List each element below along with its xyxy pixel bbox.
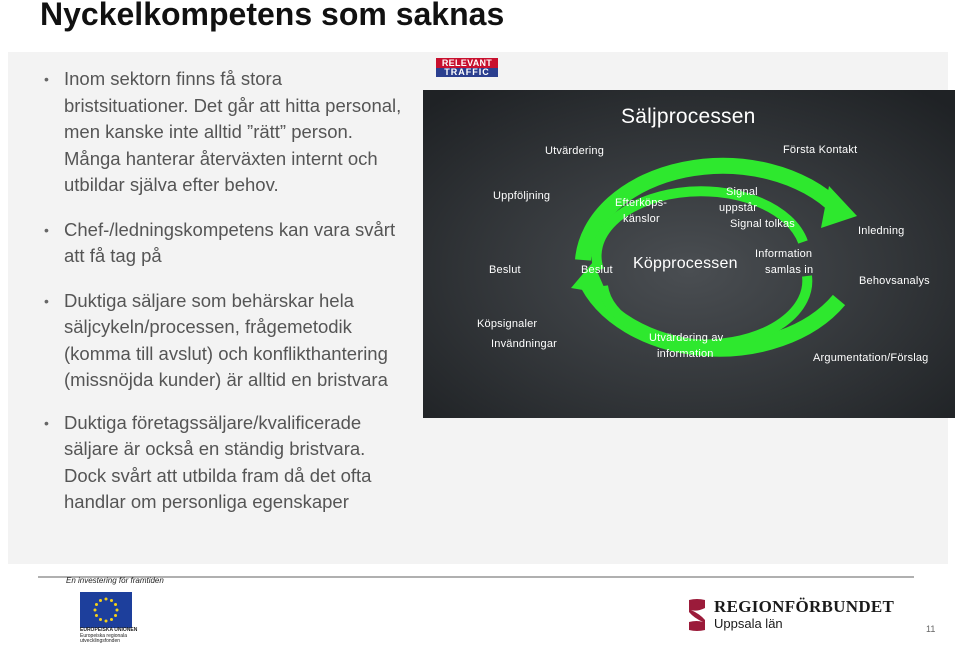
eu-star xyxy=(110,618,113,621)
eu-star xyxy=(95,603,98,606)
bullet-list xyxy=(44,66,404,516)
label-invandningar: Invändningar xyxy=(491,338,558,350)
label-utvardering: Utvärdering xyxy=(545,145,605,157)
sales-process-diagram xyxy=(423,90,955,418)
eu-caption-line3: utvecklingsfonden xyxy=(80,638,121,644)
eu-caption xyxy=(80,628,137,645)
label-beslut-outer: Beslut xyxy=(489,264,521,276)
eu-star xyxy=(114,603,117,606)
eu-star xyxy=(114,614,117,617)
label-signal-tolkas: Signal tolkas xyxy=(730,218,795,230)
label-efterkops-2: känslor xyxy=(623,213,660,225)
bullet-item: • Chef-/ledningskompetens kan vara svårt att få tag på xyxy=(44,217,404,270)
label-utvardering-info-2: information xyxy=(657,348,714,360)
bullet-item: • Duktiga säljare som behärskar hela säljcykeln/processen, frågemetodik (komma till avslut) och konflikthantering (missnöjda kunder) är alltid en bristvara xyxy=(44,288,404,394)
page-number: 11 xyxy=(926,624,936,634)
eu-star xyxy=(95,614,98,617)
slide-title: Nyckelkompetens som saknas xyxy=(40,0,505,32)
regionforbundet-emblem-icon xyxy=(686,598,708,632)
label-signal-1: Signal xyxy=(726,186,758,198)
eu-star xyxy=(105,620,108,623)
relevant-traffic-logo-line1: RELEVANT xyxy=(436,58,498,68)
diagram-graphic xyxy=(423,90,955,418)
label-uppfoljning: Uppföljning xyxy=(493,190,551,202)
regionforbundet-name: REGIONFÖRBUNDET xyxy=(714,597,895,616)
label-behovsanalys: Behovsanalys xyxy=(859,275,930,287)
eu-star xyxy=(116,609,119,612)
eu-star xyxy=(110,599,113,602)
regionforbundet-emblem-graphic xyxy=(686,598,708,632)
eu-flag-graphic xyxy=(80,592,132,628)
eu-flag-icon xyxy=(80,592,132,628)
label-kopsignaler: Köpsignaler xyxy=(477,318,538,330)
footer-slogan: En investering för framtiden xyxy=(66,576,164,585)
label-information-1: Information xyxy=(755,248,813,260)
eu-star xyxy=(99,599,102,602)
eu-star xyxy=(105,598,108,601)
regionforbundet-emblem-shape xyxy=(689,599,705,631)
label-argumentation: Argumentation/Förslag xyxy=(813,352,929,364)
eu-star xyxy=(99,618,102,621)
relevant-traffic-logo xyxy=(436,58,498,77)
label-information-2: samlas in xyxy=(765,264,814,276)
label-efterkops-1: Efterköps- xyxy=(615,197,668,209)
diagram-inner-title: Köpprocessen xyxy=(633,255,738,272)
regionforbundet-region: Uppsala län xyxy=(714,616,783,631)
footer-divider xyxy=(38,576,914,578)
eu-caption-line1: EUROPEISKA UNIONEN xyxy=(80,627,138,633)
label-signal-2: uppstår xyxy=(719,202,758,214)
relevant-traffic-logo-line2: TRAFFIC xyxy=(436,68,498,77)
bullet-item: • Duktiga företagssäljare/kvalificerade säljare är också en ständig bristvara. Dock svårt att utbilda fram då det ofta handlar om personliga egenskaper xyxy=(44,410,404,516)
diagram-background xyxy=(423,90,955,418)
bullet-item: • Inom sektorn finns få stora bristsituationer. Det går att hitta personal, men kanske inte alltid ”rätt” person. Många hanterar återväxten internt och utbildar själva efter behov. xyxy=(44,66,404,199)
eu-caption-line2: Europeiska regionala xyxy=(80,632,127,639)
label-beslut-inner: Beslut xyxy=(581,264,613,276)
diagram-title: Säljprocessen xyxy=(621,105,756,128)
label-utvardering-info-1: Utvärdering av xyxy=(649,332,724,344)
label-forsta-kontakt: Första Kontakt xyxy=(783,144,858,156)
eu-star xyxy=(94,609,97,612)
label-inledning: Inledning xyxy=(858,225,905,237)
